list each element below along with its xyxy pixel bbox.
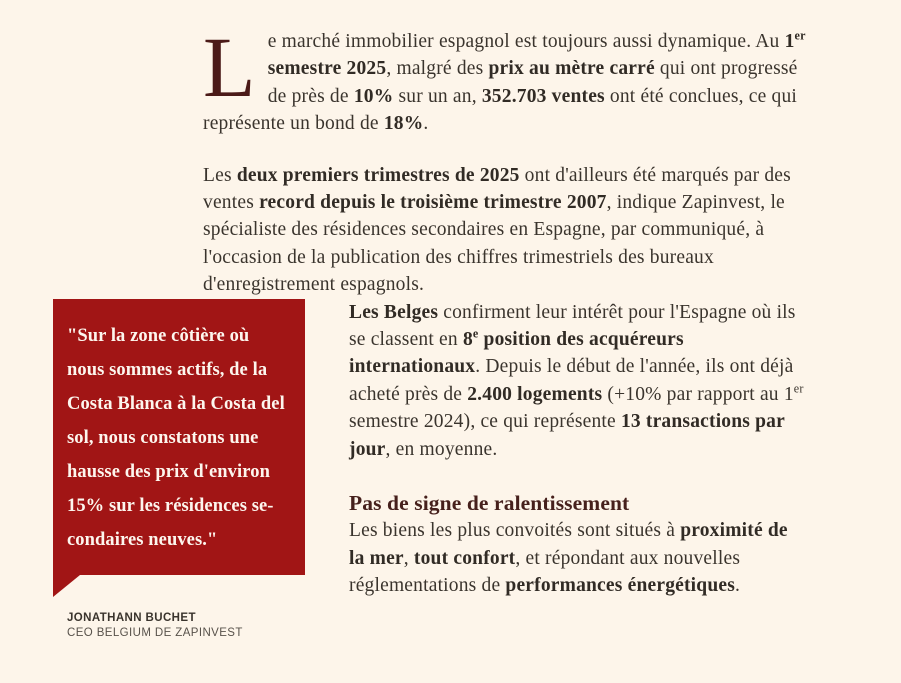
author-role: CEO BELGIUM DE ZAPINVEST [67, 626, 243, 639]
paragraph-2-text: Les deux premiers trimestres de 2025 ont d'ailleurs été marqués par des ventes record depuis le troisième trimestre 2007, indique Zapinvest, le spécialiste des résidences secondaires en Espagne, par communiqué, à l'occasion de la publication des chiffres trimestriels des bureaux d'enregistrement espagnols. [203, 164, 791, 296]
paragraph-2 [203, 162, 806, 299]
pull-quote-box [53, 299, 305, 575]
section-subheading: Pas de signe de ralentissement [349, 491, 630, 516]
pull-quote-attribution [53, 611, 305, 641]
paragraph-1 [203, 19, 806, 138]
author-name: JONATHANN BUCHET [67, 611, 196, 624]
pull-quote-text: "Sur la zone côtière où nous sommes actifs, de la Costa Blanca à la Costa del sol, nous constatons une hausse des prix d'environ 15% sur les résidences se-condaires neuves." [67, 325, 285, 550]
pull-quote-block [53, 299, 305, 641]
drop-cap: L [203, 19, 256, 115]
paragraph-1-text: e marché immobilier espagnol est toujours aussi dynamique. Au 1er semestre 2025, malgré des prix au mètre carré qui ont progressé de près de 10% sur un an, 352.703 ventes ont été conclues, ce qui représente un bond de 18%. [203, 28, 806, 135]
article-content-column [67, 19, 806, 655]
paragraph-3-text: Les Belges confirment leur intérêt pour l'Espagne où ils se classent en 8e position des acquéreurs internationaux. Depuis le début de l'année, ils ont déjà acheté près de 2.400 logements (+10% par rapport au 1er semestre 2024), ce qui représente 13 transactions par jour, en moyenne. [349, 301, 804, 460]
pull-quote-tail-icon [53, 575, 80, 597]
paragraph-4-text: Les biens les plus convoités sont situés à proximité de la mer, tout confort, et répondant aux nouvelles réglementations de performances énergétiques. [349, 520, 788, 596]
